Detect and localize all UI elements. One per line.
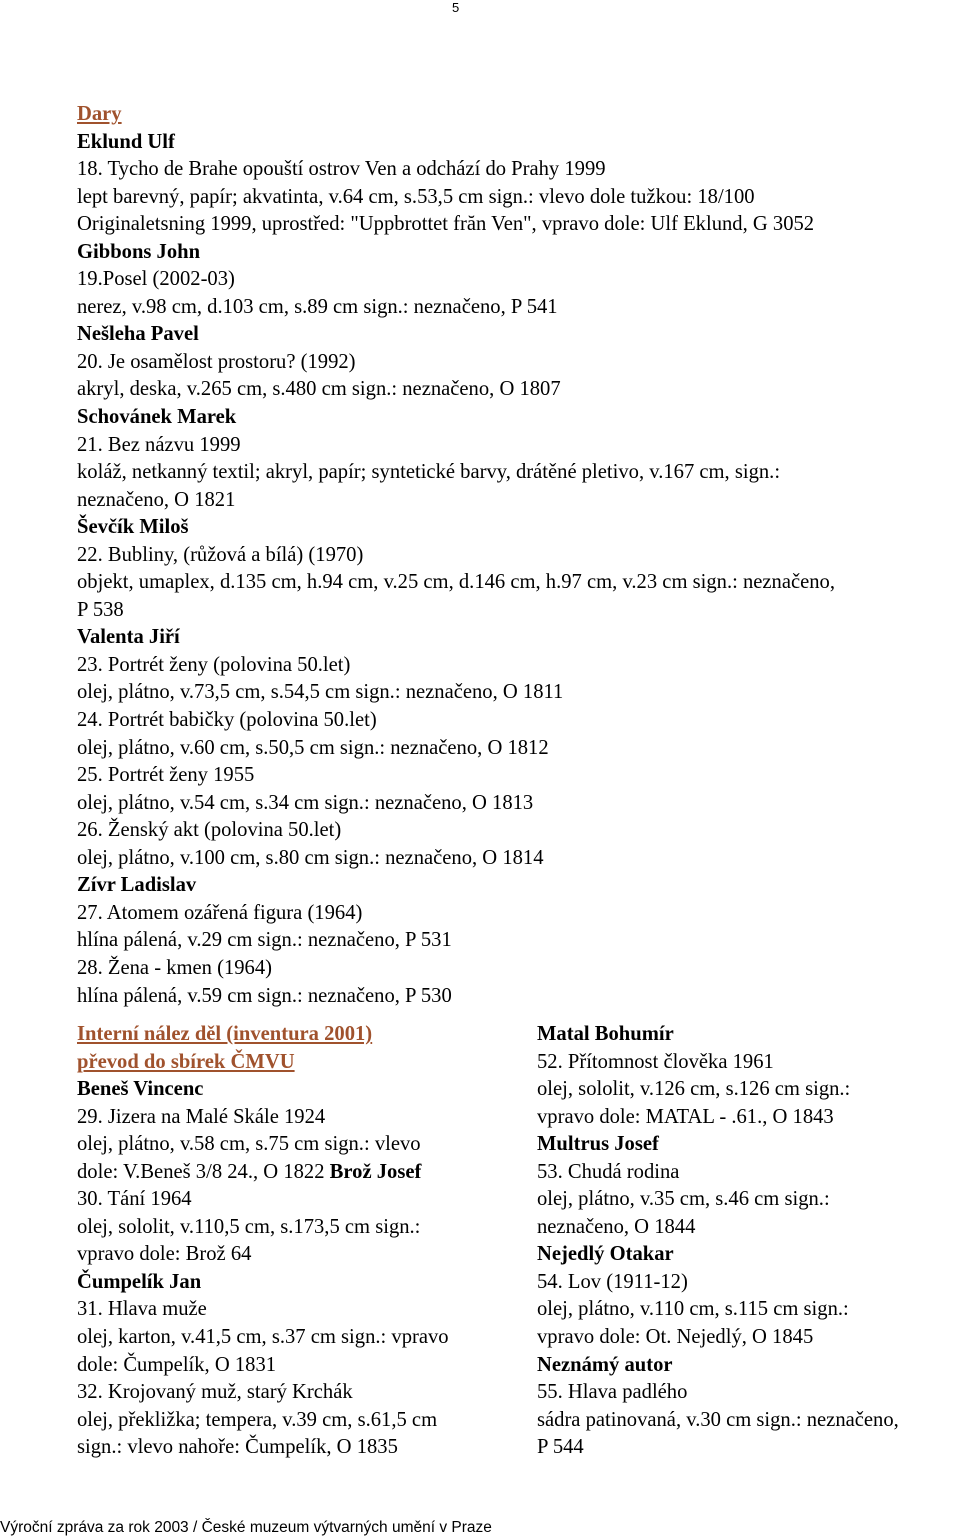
catalog-line (537, 1269, 899, 1297)
line-text: 24. Portrét babičky (polovina 50.let) (77, 709, 377, 732)
line-text: objekt, umaplex, d.135 cm, h.94 cm, v.25 cm, d.146 cm, h.97 cm, v.23 cm sign.: neznačeno, (77, 571, 835, 594)
line-text: lept barevný, papír; akvatinta, v.64 cm, s.53,5 cm sign.: vlevo dole tužkou: 18/100 (77, 185, 755, 208)
catalog-line (77, 1379, 449, 1407)
line-text: olej, plátno, v.54 cm, s.34 cm sign.: neznačeno, O 1813 (77, 791, 534, 814)
artist-name (77, 321, 835, 349)
line-text: olej, plátno, v.60 cm, s.50,5 cm sign.: neznačeno, O 1812 (77, 736, 549, 759)
catalog-line (77, 376, 835, 404)
line-text: sign.: vlevo nahoře: Čumpelík, O 1835 (77, 1436, 398, 1459)
line-text: 31. Hlava muže (77, 1298, 207, 1321)
catalog-line (77, 294, 835, 322)
line-text: 27. Atomem ozářená figura (1964) (77, 901, 363, 924)
right-column (537, 1021, 899, 1462)
artist-name (77, 624, 835, 652)
catalog-line (77, 707, 835, 735)
line-text: Eklund Ulf (77, 130, 175, 153)
catalog-line (537, 1076, 899, 1104)
line-text: olej, plátno, v.110 cm, s.115 cm sign.: (537, 1298, 849, 1321)
catalog-line (77, 1352, 449, 1380)
line-text: 55. Hlava padlého (537, 1381, 688, 1404)
line-text: 21. Bez názvu 1999 (77, 433, 241, 456)
catalog-line (77, 1186, 449, 1214)
internal-findings-section (77, 1021, 449, 1462)
line-text: dole: Čumpelík, O 1831 (77, 1353, 277, 1376)
line-text: Nejedlý Otakar (537, 1243, 674, 1266)
footer-text: Výroční zpráva za rok 2003 / České muzeum výtvarných umění v Praze (0, 1519, 492, 1536)
line-text: sádra patinovaná, v.30 cm sign.: neznačeno, (537, 1408, 899, 1431)
catalog-line (77, 1214, 449, 1242)
line-text: olej, karton, v.41,5 cm, s.37 cm sign.: vpravo (77, 1326, 449, 1349)
artist-name (77, 872, 835, 900)
catalog-line (77, 1324, 449, 1352)
artist-name-inline: Brož Josef (329, 1160, 422, 1183)
catalog-line (77, 927, 835, 955)
line-text: 28. Žena - kmen (1964) (77, 956, 273, 979)
catalog-line (77, 211, 835, 239)
line-text: Ševčík Miloš (77, 516, 189, 539)
line-text: akryl, deska, v.265 cm, s.480 cm sign.: neznačeno, O 1807 (77, 378, 561, 401)
catalog-line (77, 1104, 449, 1132)
section-heading-internal-line1: Interní nález děl (inventura 2001) (77, 1023, 373, 1045)
catalog-line (77, 817, 835, 845)
catalog-line (77, 156, 835, 184)
line-text: vpravo dole: Brož 64 (77, 1243, 252, 1266)
line-text: olej, plátno, v.73,5 cm, s.54,5 cm sign.: neznačeno, O 1811 (77, 681, 564, 704)
line-text: vpravo dole: MATAL - .61., O 1843 (537, 1105, 834, 1128)
catalog-line (77, 266, 835, 294)
catalog-line (77, 1159, 449, 1187)
catalog-line (77, 955, 835, 983)
catalog-line (537, 1049, 899, 1077)
line-text: 19.Posel (2002-03) (77, 268, 235, 291)
line-text: 23. Portrét ženy (polovina 50.let) (77, 653, 351, 676)
line-text: Neznámý autor (537, 1353, 673, 1376)
line-text: Beneš Vincenc (77, 1078, 204, 1101)
catalog-line (537, 1104, 899, 1132)
catalog-line (77, 983, 835, 1011)
donations-section (77, 101, 835, 1010)
line-text: Originaletsning 1999, uprostřed: "Uppbrottet frăn Ven", vpravo dole: Ulf Eklund, G 3052 (77, 213, 815, 236)
catalog-line (77, 349, 835, 377)
line-text: P 544 (537, 1436, 584, 1459)
artist-name (537, 1021, 899, 1049)
line-text: neznačeno, O 1844 (537, 1215, 696, 1238)
catalog-line (77, 845, 835, 873)
page-number: 5 (452, 0, 460, 15)
artist-name (77, 404, 835, 432)
catalog-line (77, 569, 835, 597)
line-text: hlína pálená, v.29 cm sign.: neznačeno, P 531 (77, 929, 452, 952)
line-text: Matal Bohumír (537, 1023, 674, 1045)
line-text: 20. Je osamělost prostoru? (1992) (77, 350, 356, 373)
line-text: Schovánek Marek (77, 406, 237, 429)
line-text: Gibbons John (77, 240, 201, 263)
line-text: koláž, netkanný textil; akryl, papír; syntetické barvy, drátěné pletivo, v.167 cm, sign.: (77, 461, 781, 484)
catalog-line (537, 1159, 899, 1187)
catalog-line (77, 762, 835, 790)
line-text: neznačeno, O 1821 (77, 488, 236, 511)
catalog-line (77, 735, 835, 763)
catalog-line (77, 597, 835, 625)
catalog-line (537, 1379, 899, 1407)
line-text: 22. Bubliny, (růžová a bílá) (1970) (77, 543, 364, 566)
catalog-line (537, 1214, 899, 1242)
artist-name (77, 1269, 449, 1297)
catalog-line (77, 1241, 449, 1269)
line-text: vpravo dole: Ot. Nejedlý, O 1845 (537, 1326, 814, 1349)
line-text: 29. Jizera na Malé Skále 1924 (77, 1105, 326, 1128)
artist-name (537, 1241, 899, 1269)
catalog-line (537, 1324, 899, 1352)
catalog-line (537, 1296, 899, 1324)
artist-name (77, 239, 835, 267)
artist-name (537, 1131, 899, 1159)
line-text: 32. Krojovaný muž, starý Krchák (77, 1381, 353, 1404)
line-text: nerez, v.98 cm, d.103 cm, s.89 cm sign.: neznačeno, P 541 (77, 295, 558, 318)
section-heading-dary: Dary (77, 103, 122, 125)
line-text: olej, sololit, v.110,5 cm, s.173,5 cm sign.: (77, 1215, 421, 1238)
line-text: olej, plátno, v.100 cm, s.80 cm sign.: neznačeno, O 1814 (77, 846, 544, 869)
catalog-line (77, 679, 835, 707)
catalog-line (77, 652, 835, 680)
catalog-line (77, 432, 835, 460)
line-text: 30. Tání 1964 (77, 1188, 192, 1211)
line-text: hlína pálená, v.59 cm sign.: neznačeno, P 530 (77, 984, 452, 1007)
artist-name (77, 129, 835, 157)
catalog-line (77, 1407, 449, 1435)
artist-name (77, 514, 835, 542)
catalog-line (77, 1434, 449, 1462)
line-text: Nešleha Pavel (77, 323, 199, 346)
catalog-line (537, 1434, 899, 1462)
catalog-line (77, 487, 835, 515)
line-text: olej, sololit, v.126 cm, s.126 cm sign.: (537, 1078, 851, 1101)
line-text: P 538 (77, 598, 124, 621)
catalog-line (537, 1186, 899, 1214)
line-text: Valenta Jiří (77, 626, 180, 649)
line-text: dole: V.Beneš 3/8 24., O 1822 (77, 1160, 330, 1183)
catalog-line (77, 459, 835, 487)
line-text: Multrus Josef (537, 1133, 659, 1156)
section-heading-internal-line2: převod do sbírek ČMVU (77, 1050, 295, 1073)
line-text: 52. Přítomnost člověka 1961 (537, 1050, 774, 1073)
line-text: 54. Lov (1911-12) (537, 1270, 688, 1293)
line-text: 25. Portrét ženy 1955 (77, 764, 255, 787)
line-text: olej, plátno, v.58 cm, s.75 cm sign.: vlevo (77, 1133, 421, 1156)
artist-name (77, 1076, 449, 1104)
catalog-line (77, 542, 835, 570)
line-text: 53. Chudá rodina (537, 1160, 680, 1183)
line-text: olej, plátno, v.35 cm, s.46 cm sign.: (537, 1188, 830, 1211)
line-text: 18. Tycho de Brahe opouští ostrov Ven a odchází do Prahy 1999 (77, 158, 606, 181)
artist-name (537, 1352, 899, 1380)
line-text: Čumpelík Jan (77, 1270, 202, 1293)
line-text: Zívr Ladislav (77, 874, 197, 897)
catalog-line (77, 900, 835, 928)
catalog-line (537, 1407, 899, 1435)
line-text: 26. Ženský akt (polovina 50.let) (77, 819, 342, 842)
catalog-line (77, 790, 835, 818)
catalog-line (77, 1296, 449, 1324)
catalog-line (77, 184, 835, 212)
catalog-line (77, 1131, 449, 1159)
line-text: olej, překližka; tempera, v.39 cm, s.61,5 cm (77, 1408, 438, 1431)
